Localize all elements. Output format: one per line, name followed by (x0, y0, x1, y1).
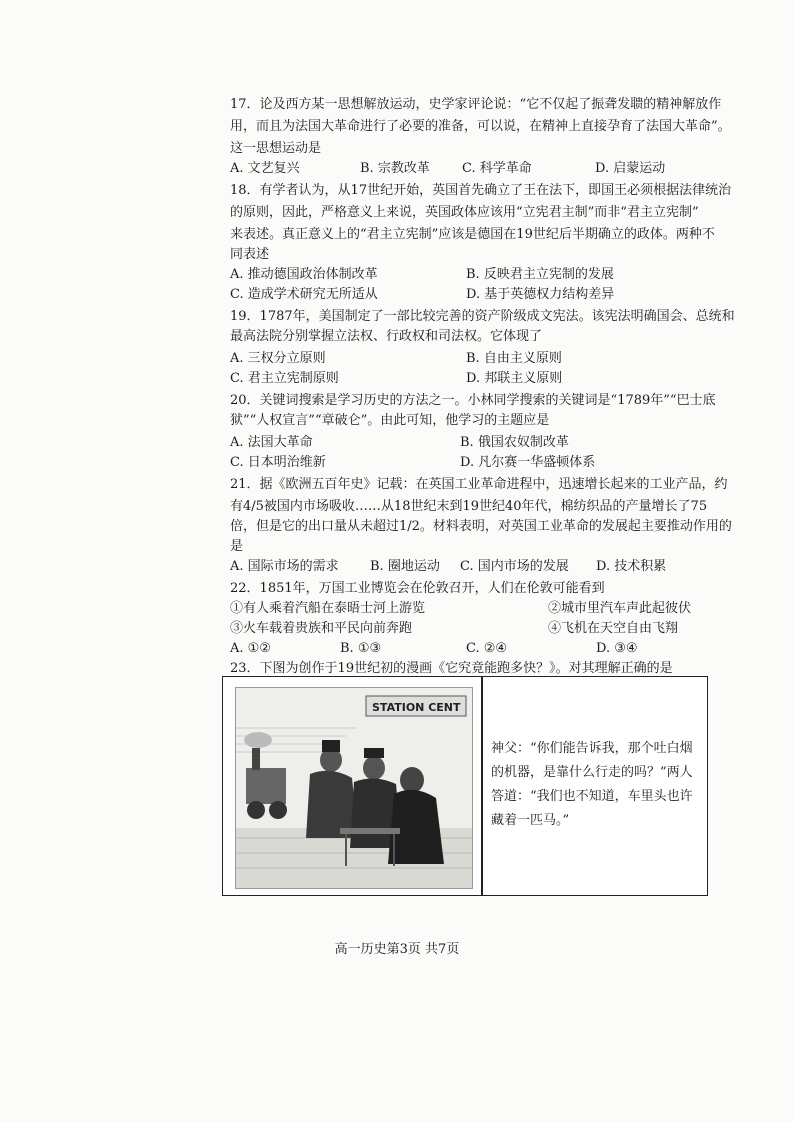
q22-option-a: A. ①② (230, 641, 271, 656)
q21-option-c: C. 国内市场的发展 (460, 559, 569, 574)
q19-option-c: C. 君主立宪制原则 (230, 371, 339, 386)
q18-line-2: 的原则，因此，严格意义上来说，英国政体应该用“立宪君主制”而非“君主立宪制” (230, 205, 699, 220)
q20-line-2: 狱”“人权宣言”“章破仑”。由此可知，他学习的主题应是 (230, 413, 550, 428)
q23-line-1: 23．下图为创作于19世纪初的漫画《它究竟能跑多快？》。对其理解正确的是 (230, 661, 673, 676)
cartoon-drawing (236, 688, 472, 888)
q17-line-3: 这一思想运动是 (230, 141, 322, 156)
q21-line-2: 有4/5被国内市场吸收……从18世纪末到19世纪40年代，棉纺织品的产量增长了75 (230, 499, 708, 514)
q21-option-a: A. 国际市场的需求 (230, 559, 339, 574)
figure-divider (481, 677, 483, 895)
station-sign-text: STATION CENT (372, 701, 461, 714)
q17-option-c: C. 科学革命 (462, 161, 532, 176)
q17-option-a: A. 文艺复兴 (230, 161, 300, 176)
q17-option-b: B. 宗教改革 (360, 161, 430, 176)
q17-line-1: 17．论及西方某一思想解放运动，史学家评论说：“它不仅起了振聋发聩的精神解放作 (230, 97, 722, 112)
q19-line-1: 19．1787年，美国制定了一部比较完善的资产阶级成文宪法。该宪法明确国会、总统和 (230, 309, 735, 324)
q21-line-3: 倍，但是它的出口量从未超过1/2。材料表明，对英国工业革命的发展起主要推动作用的 (230, 519, 732, 534)
q23-figure (222, 676, 708, 896)
q19-option-b: B. 自由主义原则 (466, 351, 562, 366)
q20-option-c: C. 日本明治维新 (230, 455, 326, 470)
q18-option-d: D. 基于英德权力结构差异 (466, 287, 615, 302)
q17-option-d: D. 启蒙运动 (595, 161, 666, 176)
q20-option-d: D. 凡尔赛一华盛顿体系 (460, 455, 596, 470)
q21-option-b: B. 圈地运动 (370, 559, 440, 574)
q22-item-1: ①有人乘着汽船在泰晤士河上游览 (230, 601, 426, 616)
q20-option-b: B. 俄国农奴制改革 (460, 435, 569, 450)
cartoon-illustration (235, 687, 473, 889)
q19-option-d: D. 邦联主义原则 (466, 371, 563, 386)
q18-line-3: 来表述。真正意义上的“君主立宪制”应该是德国在19世纪后半期确立的政体。两种不 (230, 227, 715, 242)
q21-line-4: 是 (230, 539, 244, 554)
q18-option-a: A. 推动德国政治体制改革 (230, 267, 378, 282)
q22-option-d: D. ③④ (596, 641, 638, 656)
q19-option-a: A. 三权分立原则 (230, 351, 326, 366)
q22-line-1: 22．1851年，万国工业博览会在伦敦召开，人们在伦敦可能看到 (230, 581, 605, 596)
q21-option-d: D. 技术积累 (596, 559, 667, 574)
q22-item-2: ②城市里汽车声此起彼伏 (548, 601, 692, 616)
q18-line-1: 18．有学者认为，从17世纪开始，英国首先确立了王在法下，即国王必须根据法律统治 (230, 183, 732, 198)
q18-option-c: C. 造成学术研究无所适从 (230, 287, 378, 302)
q18-option-b: B. 反映君主立宪制的发展 (466, 267, 614, 282)
q20-option-a: A. 法国大革命 (230, 435, 313, 450)
cartoon-caption: 神父：“你们能告诉我，那个吐白烟的机器，是靠什么行走的吗？”两人答道：“我们也不知道，车里头也许藏着一匹马。” (491, 741, 693, 828)
q20-line-1: 20．关键词搜索是学习历史的方法之一。小林同学搜索的关键词是“1789年”“巴士底 (230, 393, 716, 408)
q22-option-b: B. ①③ (340, 641, 382, 656)
q22-item-4: ④飞机在天空自由飞翔 (548, 621, 679, 636)
page-footer: 高一历史第3页 共7页 (334, 942, 460, 957)
q17-line-2: 用，而且为法国大革命进行了必要的准备，可以说，在精神上直接孕育了法国大革命”。 (230, 119, 731, 134)
q19-line-2: 最高法院分别掌握立法权、行政权和司法权。它体现了 (230, 329, 543, 344)
q22-option-c: C. ②④ (466, 641, 508, 656)
q21-line-1: 21．据《欧洲五百年史》记载：在英国工业革命进程中，迅速增长起来的工业产品，约 (230, 477, 728, 492)
q18-line-4: 同表述 (230, 247, 270, 262)
q22-item-3: ③火车载着贵族和平民向前奔跑 (230, 621, 413, 636)
